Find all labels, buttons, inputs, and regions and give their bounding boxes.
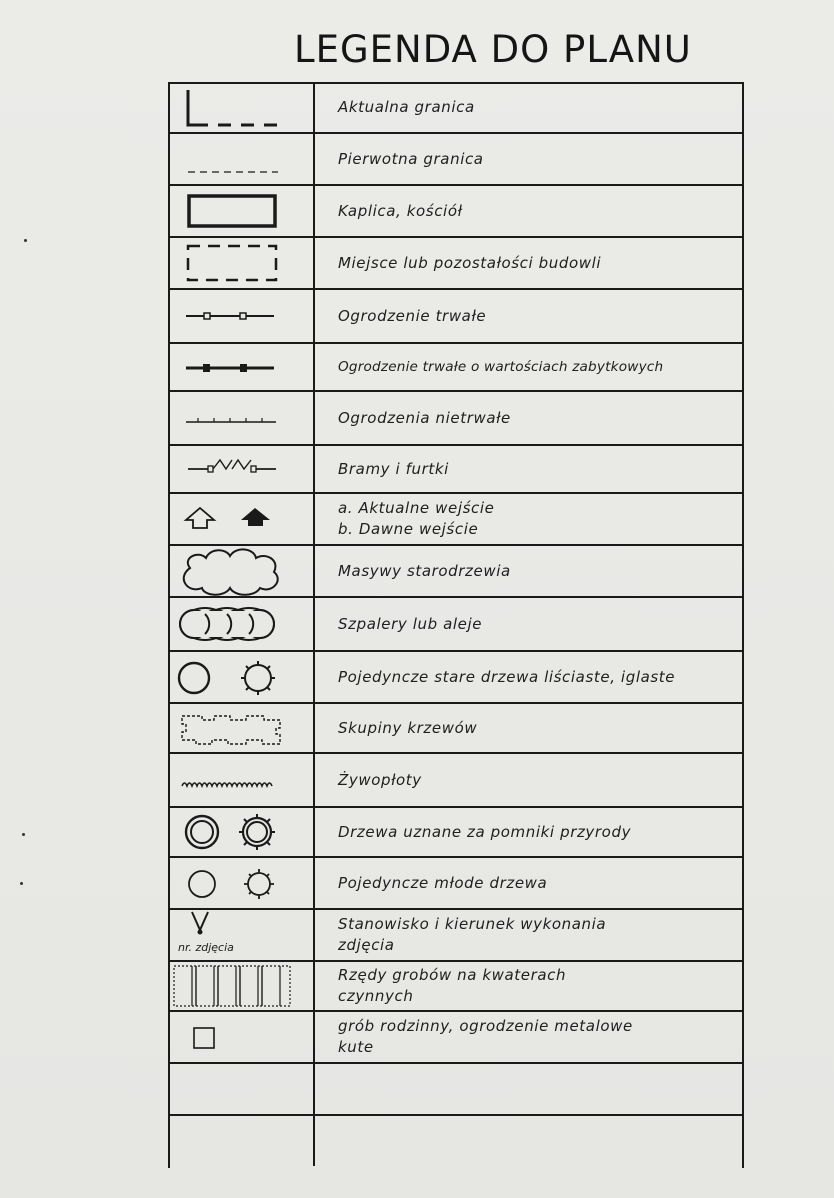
legend-label: Stanowisko i kierunek wykonania zdjęcia bbox=[338, 915, 607, 954]
legend-row bbox=[168, 186, 742, 238]
legend-label: Ogrodzenie trwałe o wartościach zabytkowych bbox=[338, 358, 664, 375]
legend-label: Szpalery lub aleje bbox=[338, 614, 483, 633]
legend-row bbox=[168, 82, 742, 134]
legend-label: grób rodzinny, ogrodzenie metalowe kute bbox=[338, 1017, 633, 1056]
legend-row bbox=[168, 754, 742, 808]
legend-row-empty bbox=[168, 1116, 742, 1166]
legend-row bbox=[168, 290, 742, 344]
paper-speck bbox=[24, 239, 27, 242]
legend-row bbox=[168, 808, 742, 858]
legend-row bbox=[168, 858, 742, 910]
legend-label: Aktualna granica bbox=[338, 97, 475, 116]
chapel-symbol bbox=[168, 186, 313, 236]
legend-row bbox=[168, 494, 742, 546]
photo-position-symbol bbox=[168, 910, 313, 960]
natural-monument-trees-symbol bbox=[168, 808, 313, 856]
grave-rows-symbol bbox=[168, 962, 313, 1010]
hedges-symbol bbox=[168, 754, 313, 806]
legend-label: Żywopłoty bbox=[338, 770, 422, 789]
legend-row bbox=[168, 652, 742, 704]
historic-fence-symbol bbox=[168, 344, 313, 390]
legend-row bbox=[168, 546, 742, 598]
legend-title: LEGENDA DO PLANU bbox=[294, 28, 692, 71]
legend-label: Masywy starodrzewia bbox=[338, 561, 511, 580]
legend-label: Miejsce lub pozostałości budowli bbox=[338, 253, 602, 272]
current-boundary-symbol bbox=[168, 82, 313, 132]
legend-label: Bramy i furtki bbox=[338, 459, 449, 478]
legend-row-empty bbox=[168, 1064, 742, 1116]
permanent-fence-symbol bbox=[168, 290, 313, 342]
paper-speck bbox=[22, 833, 25, 836]
legend-row bbox=[168, 446, 742, 494]
temporary-fence-symbol bbox=[168, 392, 313, 444]
legend-label: a. Aktualne wejście b. Dawne wejście bbox=[338, 499, 495, 538]
original-boundary-symbol bbox=[168, 134, 313, 184]
shrub-groups-symbol bbox=[168, 704, 313, 752]
young-trees-symbol bbox=[168, 858, 313, 908]
family-grave-symbol bbox=[168, 1012, 313, 1062]
legend-row bbox=[168, 962, 742, 1012]
legend-row bbox=[168, 910, 742, 962]
legend-row bbox=[168, 392, 742, 446]
legend-row bbox=[168, 1012, 742, 1064]
legend-row bbox=[168, 598, 742, 652]
old-single-trees-symbol bbox=[168, 652, 313, 702]
legend-row bbox=[168, 134, 742, 186]
legend-label: Pojedyncze młode drzewa bbox=[338, 873, 548, 892]
legend-label: Ogrodzenia nietrwałe bbox=[338, 408, 511, 427]
paper-speck bbox=[20, 882, 23, 885]
legend-label: Skupiny krzewów bbox=[338, 718, 478, 737]
legend-label: Rzędy grobów na kwaterach czynnych bbox=[338, 966, 567, 1005]
legend-label: Pierwotna granica bbox=[338, 149, 484, 168]
entrance-arrows-symbol bbox=[168, 494, 313, 544]
tree-rows-symbol bbox=[168, 598, 313, 650]
gates-symbol bbox=[168, 446, 313, 492]
legend-row bbox=[168, 704, 742, 754]
legend-label: Drzewa uznane za pomniki przyrody bbox=[338, 822, 632, 841]
legend-row bbox=[168, 238, 742, 290]
legend-label: Kaplica, kościół bbox=[338, 201, 463, 220]
building-remains-symbol bbox=[168, 238, 313, 288]
old-tree-stands-symbol bbox=[168, 546, 313, 596]
legend-row bbox=[168, 344, 742, 392]
photo-number-label: nr. zdjęcia bbox=[178, 941, 234, 954]
legend-label: Ogrodzenie trwałe bbox=[338, 306, 487, 325]
legend-label: Pojedyncze stare drzewa liściaste, iglaste bbox=[338, 667, 676, 686]
